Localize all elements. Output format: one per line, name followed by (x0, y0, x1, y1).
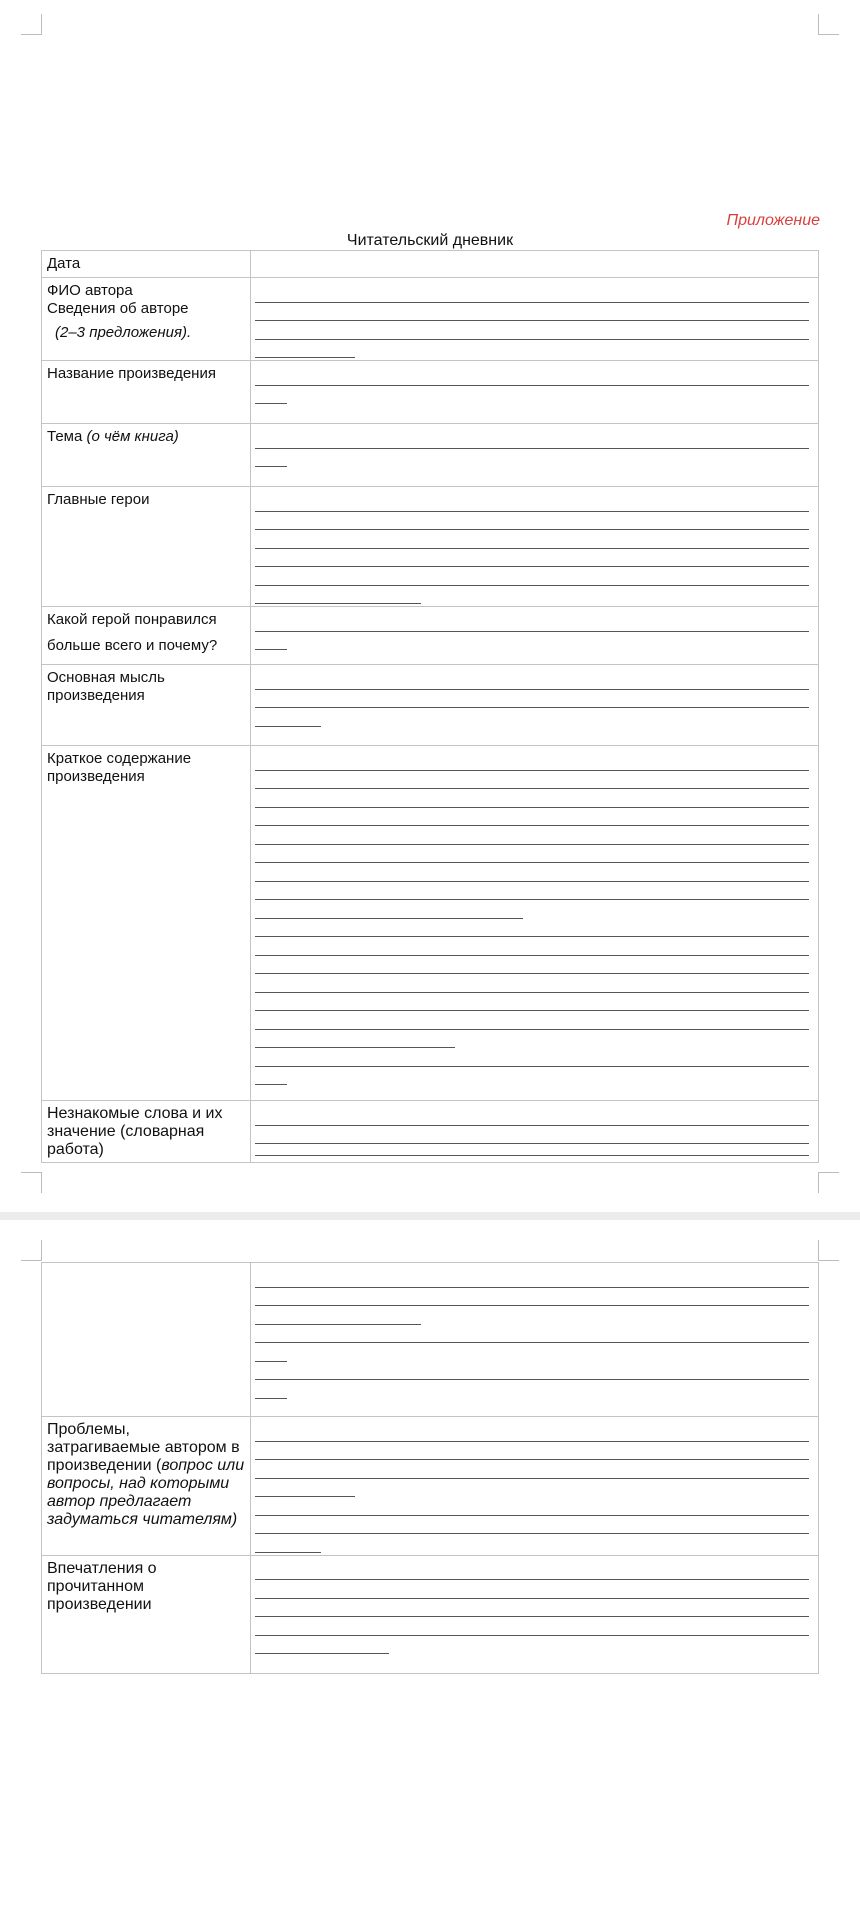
label-text: ФИО автора (47, 282, 133, 299)
label-hint: вопрос или вопросы, над которыми автор предлагает задуматься читателям (47, 1457, 245, 1528)
fill-area-main-idea[interactable] (251, 665, 819, 746)
reading-diary-table (41, 250, 819, 1163)
table-row (42, 1263, 819, 1417)
writing-line (255, 1364, 809, 1383)
writing-line (255, 939, 809, 958)
writing-line (255, 1564, 809, 1583)
writing-line (255, 1462, 809, 1481)
writing-line (255, 902, 809, 921)
table-row (42, 424, 819, 487)
writing-line (255, 847, 809, 866)
table-row (42, 251, 819, 278)
writing-line (255, 323, 809, 342)
label-hint: (о чём книга) (86, 428, 179, 445)
fill-area-summary[interactable] (251, 746, 819, 1101)
writing-line (255, 673, 809, 692)
writing-line (255, 286, 809, 305)
reading-diary-table-continued (41, 1262, 819, 1674)
writing-line (255, 305, 809, 324)
label-hint: (2–3 предложения). (55, 324, 192, 341)
label-theme (42, 424, 251, 487)
writing-line (255, 692, 809, 711)
writing-line (255, 1128, 809, 1147)
fill-area-main-heroes[interactable] (251, 487, 819, 607)
label-text: больше всего и почему? (47, 637, 218, 654)
label-impressions (42, 1555, 251, 1673)
label-favorite-hero (42, 607, 251, 665)
writing-line (255, 1271, 809, 1290)
writing-line (255, 710, 809, 729)
label-text: Проблемы, затрагиваемые автором в произведении (47, 1421, 240, 1474)
writing-line (255, 588, 809, 607)
fill-area-favorite-hero[interactable] (251, 607, 819, 665)
fill-area-vocabulary[interactable] (251, 1101, 819, 1163)
writing-line (255, 634, 809, 653)
writing-line (255, 1050, 809, 1069)
fill-area-problems[interactable] (251, 1417, 819, 1556)
writing-line (255, 342, 809, 361)
writing-line (255, 1536, 809, 1555)
document-title: Читательский дневник (346, 232, 514, 249)
writing-line (255, 1345, 809, 1364)
table-row (42, 1101, 819, 1163)
fill-area-impressions[interactable] (251, 1555, 819, 1673)
label-text: Название произведения (47, 365, 216, 382)
writing-line (255, 1638, 809, 1657)
writing-line (255, 551, 809, 570)
writing-line (255, 754, 809, 773)
writing-line (255, 1444, 809, 1463)
table-row (42, 1417, 819, 1556)
writing-line (255, 1032, 809, 1051)
writing-line (255, 495, 809, 514)
writing-line (255, 884, 809, 903)
label-problems: Проблемы, затрагиваемые автором в произведении (вопрос или вопросы, над которыми автор предлагает задуматься читателям) (42, 1417, 251, 1556)
table-row (42, 1555, 819, 1673)
writing-line (255, 791, 809, 810)
label-main-idea (42, 665, 251, 746)
table-row (42, 278, 819, 361)
label-text: Впечатления о прочитанном произведении (47, 1559, 157, 1613)
label-summary (42, 746, 251, 1101)
table-row (42, 487, 819, 607)
writing-line (255, 1308, 809, 1327)
writing-line (255, 1109, 809, 1128)
margin-corner-mark (818, 1172, 839, 1193)
writing-line (255, 828, 809, 847)
label-text: Основная мысль произведения (47, 669, 165, 704)
writing-line (255, 1582, 809, 1601)
writing-line (255, 921, 809, 940)
writing-line (255, 388, 809, 407)
writing-line (255, 532, 809, 551)
table-row (42, 361, 819, 424)
writing-line (255, 1290, 809, 1309)
margin-corner-mark (21, 1240, 42, 1261)
writing-line (255, 615, 809, 634)
table-row (42, 746, 819, 1101)
margin-corner-mark (818, 1240, 839, 1261)
writing-line (255, 1327, 809, 1346)
writing-line (255, 1619, 809, 1638)
label-text: Какой герой понравился (47, 611, 217, 628)
table-row (42, 665, 819, 746)
margin-corner-mark (21, 14, 42, 35)
writing-line (255, 1069, 809, 1088)
writing-line (255, 1382, 809, 1401)
writing-line (255, 1146, 809, 1158)
label-text: Главные герои (47, 491, 150, 508)
writing-line (255, 451, 809, 470)
writing-line (255, 1013, 809, 1032)
writing-line (255, 773, 809, 792)
writing-line (255, 976, 809, 995)
writing-line (255, 514, 809, 533)
label-text: Дата (47, 255, 81, 272)
fill-area-date[interactable] (251, 251, 819, 278)
margin-corner-mark (21, 1172, 42, 1193)
label-text: Тема (47, 428, 83, 445)
appendix-label: Приложение (726, 212, 820, 229)
writing-line (255, 432, 809, 451)
label-author (42, 278, 251, 361)
writing-line (255, 865, 809, 884)
table-row (42, 607, 819, 665)
writing-line (255, 810, 809, 829)
label-date (42, 251, 251, 278)
writing-line (255, 369, 809, 388)
fill-area-theme[interactable] (251, 424, 819, 487)
fill-area-work-title[interactable] (251, 361, 819, 424)
label-main-heroes (42, 487, 251, 607)
fill-area-author[interactable] (251, 278, 819, 361)
label-text: Незнакомые слова и их значение (словарная работа) (47, 1105, 223, 1158)
label-vocabulary-continued (42, 1263, 251, 1417)
label-text: Краткое содержание произведения (47, 750, 192, 785)
writing-line (255, 1601, 809, 1620)
writing-line (255, 569, 809, 588)
document-page-2 (0, 1220, 860, 1920)
writing-line (255, 1481, 809, 1500)
writing-line (255, 995, 809, 1014)
writing-line (255, 1499, 809, 1518)
label-vocabulary (42, 1101, 251, 1163)
writing-line (255, 1425, 809, 1444)
label-text: Сведения об авторе (47, 300, 189, 317)
label-work-title (42, 361, 251, 424)
fill-area-vocabulary-continued[interactable] (251, 1263, 819, 1417)
writing-line (255, 958, 809, 977)
margin-corner-mark (818, 14, 839, 35)
writing-line (255, 1518, 809, 1537)
